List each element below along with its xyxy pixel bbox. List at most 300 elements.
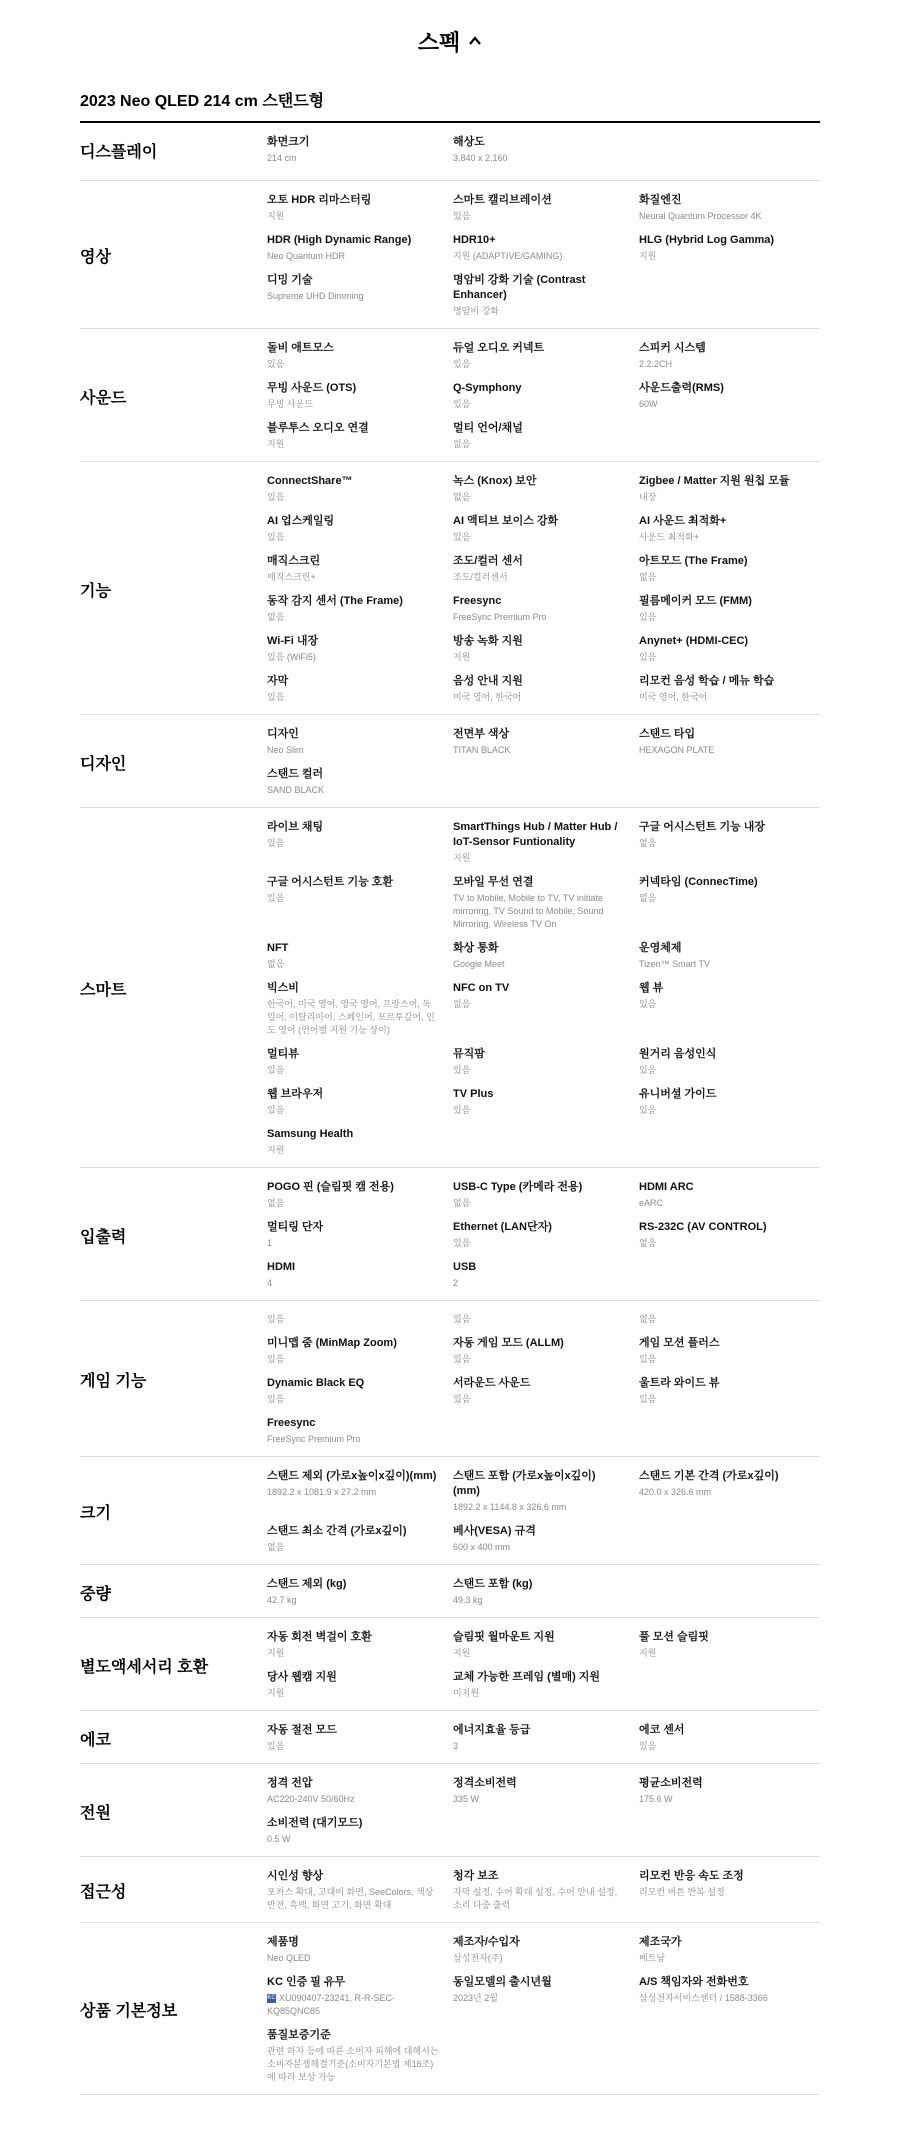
spec-label: RS-232C (AV CONTROL)	[639, 1221, 767, 1233]
spec-item	[453, 1935, 639, 1965]
spec-item	[267, 135, 453, 165]
spec-item	[453, 1670, 639, 1700]
spec-label: 디자인	[267, 728, 299, 740]
spec-value: 있음	[453, 1065, 471, 1075]
spec-item	[639, 1723, 825, 1753]
spec-item	[267, 474, 453, 504]
spec-label: 운영체제	[639, 942, 682, 954]
spec-label: 블루투스 오디오 연결	[267, 422, 369, 434]
spec-item	[639, 594, 825, 624]
spec-value: 지원	[267, 1688, 285, 1698]
spec-value: 없음	[639, 1238, 657, 1248]
spec-grid	[267, 820, 825, 1157]
spec-label: Q-Symphony	[453, 382, 522, 394]
spec-item	[453, 1336, 639, 1366]
spec-value: 지원	[453, 853, 471, 863]
spec-item	[267, 1975, 453, 2018]
spec-item	[267, 1469, 453, 1514]
spec-value: 없음	[453, 492, 471, 502]
spec-value: 있음	[453, 1238, 471, 1248]
spec-value: 있음	[453, 211, 471, 221]
spec-value: 없음	[267, 612, 285, 622]
spec-label: USB-C Type (카메라 전용)	[453, 1181, 583, 1193]
spec-grid	[267, 1723, 825, 1753]
spec-label: 무빙 사운드 (OTS)	[267, 382, 357, 394]
spec-label: 품질보증기준	[267, 2029, 331, 2041]
spec-value: 지원	[267, 439, 285, 449]
spec-value: 있음	[267, 893, 285, 903]
spec-label: Freesync	[453, 595, 502, 607]
section-title: 입출력	[80, 1228, 127, 1246]
spec-value: 있음	[453, 359, 471, 369]
spec-grid	[267, 193, 825, 318]
section-title: 접근성	[80, 1884, 127, 1901]
spec-item	[453, 1376, 639, 1406]
spec-value: Neo QLED	[267, 1953, 311, 1963]
spec-item	[267, 381, 453, 411]
spec-item	[453, 820, 639, 865]
spec-value: 1892.2 x 1081.9 x 27.2 mm	[267, 1487, 377, 1497]
spec-item	[267, 594, 453, 624]
spec-label: 스탠드 제외 (가로x높이x깊이)(mm)	[267, 1470, 437, 1482]
spec-label: 아트모드 (The Frame)	[639, 555, 748, 567]
spec-item	[453, 381, 639, 411]
spec-label: 정격 전압	[267, 1777, 313, 1789]
spec-label: ConnectShare™	[267, 475, 353, 487]
spec-item	[639, 634, 825, 664]
spec-value: 있음	[267, 1354, 285, 1364]
spec-value: 있음 (WiFi5)	[267, 652, 316, 662]
section-title: 스마트	[80, 982, 127, 999]
spec-label: 매직스크린	[267, 555, 321, 567]
spec-title: 스펙	[417, 29, 461, 55]
spec-value: 있음	[267, 1065, 285, 1075]
spec-item	[267, 1180, 453, 1210]
spec-label: 음성 안내 지원	[453, 675, 523, 687]
spec-label: POGO 핀 (슬림핏 캠 전용)	[267, 1181, 394, 1193]
spec-value: Tizen™ Smart TV	[639, 959, 711, 969]
spec-item	[267, 1087, 453, 1117]
spec-label: 동작 감지 센서 (The Frame)	[267, 595, 403, 607]
spec-item	[639, 1935, 825, 1965]
spec-item	[639, 381, 825, 411]
spec-label: 스피커 시스템	[639, 342, 706, 354]
spec-label: TV Plus	[453, 1088, 494, 1100]
spec-section-smart	[80, 808, 820, 1168]
spec-label: USB	[453, 1261, 477, 1273]
spec-section-power	[80, 1764, 820, 1857]
spec-item	[639, 1047, 825, 1077]
spec-section-eco	[80, 1711, 820, 1764]
spec-value: 없음	[453, 1198, 471, 1208]
spec-section-basic	[80, 1923, 820, 2095]
spec-label: A/S 책임자와 전화번호	[639, 1976, 749, 1988]
spec-label: 모바일 무선 연결	[453, 876, 534, 888]
spec-label: 스탠드 포함 (kg)	[453, 1578, 533, 1590]
kc-certification-icon: KC	[267, 1995, 276, 2002]
spec-item	[267, 421, 453, 451]
spec-item	[453, 1869, 639, 1912]
spec-item	[267, 875, 453, 931]
spec-label: 스탠드 제외 (kg)	[267, 1578, 347, 1590]
spec-value: 없음	[639, 1314, 657, 1324]
spec-item	[453, 554, 639, 584]
spec-value: KC XU090407-23241, R-R-SEC-KQ85QNC85	[267, 1993, 396, 2016]
spec-label: 서라운드 사운드	[453, 1377, 531, 1389]
spec-item	[267, 273, 453, 318]
spec-item	[267, 1935, 453, 1965]
spec-value: 조도/컬러센서	[453, 572, 508, 582]
spec-item	[639, 233, 825, 263]
spec-item	[267, 727, 453, 757]
spec-label: HDR (High Dynamic Range)	[267, 234, 412, 246]
spec-section-display	[80, 123, 820, 181]
spec-item-clipped	[639, 1313, 825, 1326]
spec-item	[267, 2028, 453, 2084]
spec-value: 없음	[267, 1198, 285, 1208]
spec-value: 지원	[267, 211, 285, 221]
spec-label: 명암비 강화 기술 (Contrast Enhancer)	[453, 274, 586, 301]
spec-item	[267, 1577, 453, 1607]
spec-label: 게임 모션 플러스	[639, 1337, 720, 1349]
spec-item	[639, 1869, 825, 1912]
spec-item	[639, 820, 825, 865]
spec-value: 없음	[639, 572, 657, 582]
spec-value: 있음	[453, 532, 471, 542]
spec-label: 스탠드 타입	[639, 728, 696, 740]
spec-label: 제조국가	[639, 1936, 682, 1948]
spec-label: Freesync	[267, 1417, 316, 1429]
spec-value: 지원	[639, 1648, 657, 1658]
spec-label: AI 업스케일링	[267, 515, 335, 527]
spec-value: 지원	[453, 652, 471, 662]
spec-value: 없음	[267, 1542, 285, 1552]
spec-item	[453, 727, 639, 757]
spec-value: 없음	[639, 893, 657, 903]
spec-label: NFT	[267, 942, 289, 954]
spec-item	[267, 1816, 453, 1846]
spec-label: 에코 센서	[639, 1724, 685, 1736]
spec-label: 제품명	[267, 1936, 299, 1948]
spec-grid	[267, 1776, 825, 1846]
spec-item	[639, 514, 825, 544]
spec-label: 방송 녹화 지원	[453, 635, 523, 647]
spec-value: TV to Mobile, Mobile to TV, TV initiate mirroring, TV Sound to Mobile, Sound Mirroring, Wireless TV On	[453, 893, 604, 929]
spec-value: 있음	[453, 1314, 471, 1324]
spec-item	[453, 421, 639, 451]
spec-item	[639, 474, 825, 504]
spec-label: 스탠드 최소 간격 (가로x깊이)	[267, 1525, 407, 1537]
spec-item	[453, 1776, 639, 1806]
spec-label: 울트라 와이드 뷰	[639, 1377, 720, 1389]
spec-label: 스탠드 컬러	[267, 768, 324, 780]
spec-item	[453, 193, 639, 223]
spec-value: 있음	[639, 1105, 657, 1115]
spec-value: 있음	[267, 532, 285, 542]
spec-value: 없음	[453, 439, 471, 449]
spec-value: TITAN BLACK	[453, 745, 511, 755]
spec-value: 175.6 W	[639, 1794, 673, 1804]
spec-value: 있음	[453, 1394, 471, 1404]
spec-item	[639, 1180, 825, 1210]
spec-item	[267, 1376, 453, 1406]
spec-item	[639, 727, 825, 757]
spec-section-weight	[80, 1565, 820, 1618]
spec-item	[639, 1087, 825, 1117]
spec-item	[453, 634, 639, 664]
spec-label: 평균소비전력	[639, 1777, 703, 1789]
spec-item	[267, 1630, 453, 1660]
spec-value: 명암비 강화	[453, 306, 499, 316]
spec-item	[453, 1975, 639, 2018]
spec-label: Samsung Health	[267, 1128, 354, 1140]
spec-value: 사운드 최적화+	[639, 532, 699, 542]
spec-section-video	[80, 181, 820, 329]
spec-item	[453, 941, 639, 971]
spec-value: Neural Quantum Processor 4K	[639, 211, 762, 221]
spec-value: 있음	[267, 1394, 285, 1404]
spec-value: 지원	[267, 1145, 285, 1155]
spec-value: 420.0 x 326.6 mm	[639, 1487, 712, 1497]
spec-item	[639, 193, 825, 223]
spec-label: 녹스 (Knox) 보안	[453, 475, 537, 487]
spec-label: 리모컨 반응 속도 조정	[639, 1870, 744, 1882]
spec-label: 전면부 색상	[453, 728, 510, 740]
spec-item	[267, 1524, 453, 1554]
spec-item	[267, 554, 453, 584]
spec-value: 있음	[453, 399, 471, 409]
spec-value: FreeSync Premium Pro	[267, 1434, 361, 1444]
spec-value: 관련 하자 등에 따른 소비자 피해에 대해서는 소비자분쟁해결기준(소비자기본법 제16조)에 따라 보상 가능	[267, 2046, 439, 2082]
spec-section-design	[80, 715, 820, 808]
section-title: 디스플레이	[80, 144, 158, 161]
spec-value: 있음	[639, 1741, 657, 1751]
spec-value: 1	[267, 1238, 273, 1248]
spec-item	[639, 981, 825, 1037]
spec-label: HDMI ARC	[639, 1181, 694, 1193]
spec-label: KC 인증 필 유무	[267, 1976, 346, 1988]
spec-label: 미니맵 줌 (MinMap Zoom)	[267, 1337, 397, 1349]
spec-label: AI 액티브 보이스 강화	[453, 515, 559, 527]
spec-item	[639, 674, 825, 704]
spec-value: 무빙 사운드	[267, 399, 313, 409]
spec-value: 1892.2 x 1144.8 x 326.6 mm	[453, 1502, 567, 1512]
spec-grid	[267, 341, 825, 451]
chevron-up-icon	[468, 34, 482, 48]
spec-label: SmartThings Hub / Matter Hub / IoT-Sensor Funtionality	[453, 821, 618, 848]
spec-value: 지원	[267, 1648, 285, 1658]
spec-value: 베트남	[639, 1953, 666, 1963]
spec-label: HLG (Hybrid Log Gamma)	[639, 234, 775, 246]
spec-label: 리모컨 음성 학습 / 메뉴 학습	[639, 675, 775, 687]
spec-label: Wi-Fi 내장	[267, 635, 319, 647]
spec-section-function	[80, 462, 820, 715]
spec-label: 시인성 향상	[267, 1870, 324, 1882]
spec-label: 슬림핏 월마운트 지원	[453, 1631, 555, 1643]
spec-value: 335 W	[453, 1794, 480, 1804]
spec-value: 매직스크린+	[267, 572, 316, 582]
spec-item	[453, 341, 639, 371]
spec-value: 삼성전자서비스센터 / 1588-3366	[639, 1993, 768, 2003]
spec-label: 자막	[267, 675, 289, 687]
spec-label: 멀티 언어/채널	[453, 422, 523, 434]
spec-value: 있음	[639, 1394, 657, 1404]
spec-label: 구글 어시스턴트 기능 내장	[639, 821, 766, 833]
spec-item	[453, 1260, 639, 1290]
spec-label: Dynamic Black EQ	[267, 1377, 365, 1389]
spec-item	[453, 514, 639, 544]
spec-value: 42.7 kg	[267, 1595, 297, 1605]
spec-value: Neo Slim	[267, 745, 304, 755]
spec-value: 있음	[267, 692, 285, 702]
spec-section-size	[80, 1457, 820, 1565]
spec-label: 에너지효율 등급	[453, 1724, 531, 1736]
spec-item	[453, 273, 639, 318]
spec-value: AC220-240V 50/60Hz	[267, 1794, 355, 1804]
spec-item	[453, 135, 639, 165]
spec-value: SAND BLACK	[267, 785, 325, 795]
spec-item	[267, 1047, 453, 1077]
spec-value: HEXAGON PLATE	[639, 745, 715, 755]
spec-item	[453, 1087, 639, 1117]
spec-value: 지원	[453, 1648, 471, 1658]
spec-label: 멀티링 단자	[267, 1221, 324, 1233]
spec-item	[639, 1469, 825, 1514]
spec-grid	[267, 1935, 825, 2084]
spec-label: 커넥타임 (ConnecTime)	[639, 876, 758, 888]
section-title: 디자인	[80, 755, 127, 773]
spec-label: 자동 게임 모드 (ALLM)	[453, 1337, 564, 1349]
spec-label: 청각 보조	[453, 1870, 499, 1882]
spec-value: 자막 설정, 수어 확대 설정, 수어 안내 설정, 소리 다중 출력	[453, 1887, 618, 1910]
spec-item	[639, 1776, 825, 1806]
spec-value: 있음	[267, 1741, 285, 1751]
spec-value: 미국 영어, 한국어	[639, 692, 708, 702]
spec-grid	[267, 727, 825, 797]
spec-section-accessory	[80, 1618, 820, 1711]
section-title: 중량	[80, 1585, 111, 1603]
spec-item	[267, 820, 453, 865]
spec-item	[267, 1127, 453, 1157]
spec-value: 있음	[267, 838, 285, 848]
spec-value: 4	[267, 1278, 273, 1288]
spec-item	[639, 341, 825, 371]
spec-value: 600 x 400 mm	[453, 1542, 511, 1552]
spec-item	[639, 554, 825, 584]
spec-item	[639, 1336, 825, 1366]
spec-label: 동일모델의 출시년월	[453, 1976, 552, 1988]
spec-value: Google Meet	[453, 959, 505, 969]
spec-item	[267, 674, 453, 704]
spec-item	[267, 1416, 453, 1446]
spec-item	[267, 981, 453, 1037]
spec-item	[267, 341, 453, 371]
spec-label: 디밍 기술	[267, 274, 313, 286]
spec-item	[639, 875, 825, 931]
spec-item	[453, 1469, 639, 1514]
spec-item	[453, 875, 639, 931]
spec-grid	[267, 474, 825, 704]
spec-item	[639, 1975, 825, 2018]
spec-item	[453, 1180, 639, 1210]
spec-section-game	[80, 1301, 820, 1457]
spec-label: 베사(VESA) 규격	[453, 1525, 536, 1537]
section-title: 기능	[80, 582, 111, 600]
spec-value: 있음	[453, 1354, 471, 1364]
spec-value: 2.2.2CH	[639, 359, 673, 369]
spec-label: NFC on TV	[453, 982, 510, 994]
spec-label: 사운드출력(RMS)	[639, 382, 724, 394]
spec-value: 지원 (ADAPTIVE/GAMING)	[453, 251, 563, 261]
spec-item	[453, 1577, 639, 1607]
spec-toggle-button[interactable]	[0, 0, 900, 76]
spec-value: 49.3 kg	[453, 1595, 483, 1605]
spec-item	[267, 1336, 453, 1366]
spec-grid	[267, 135, 825, 170]
spec-value: 있음	[639, 999, 657, 1009]
spec-label: 빅스비	[267, 982, 299, 994]
spec-item	[453, 594, 639, 624]
spec-label: 원거리 음성인식	[639, 1048, 717, 1060]
spec-value: 미국 영어, 한국어	[453, 692, 522, 702]
section-title: 영상	[80, 249, 111, 266]
spec-value: FreeSync Premium Pro	[453, 612, 547, 622]
spec-label: 웹 뷰	[639, 982, 664, 994]
spec-label: 오토 HDR 리마스터링	[267, 194, 372, 206]
section-title: 크기	[80, 1505, 111, 1522]
spec-item	[267, 514, 453, 544]
section-title: 게임 기능	[80, 1373, 147, 1390]
spec-label: 조도/컬러 센서	[453, 555, 523, 567]
spec-item	[639, 1376, 825, 1406]
spec-item-clipped	[453, 1313, 639, 1326]
spec-label: 화면크기	[267, 136, 310, 148]
spec-label: 자동 회전 벽걸이 호환	[267, 1631, 372, 1643]
spec-item	[267, 193, 453, 223]
spec-label: 화상 통화	[453, 942, 499, 954]
spec-label: 교체 가능한 프레임 (별매) 지원	[453, 1671, 601, 1683]
spec-value: 60W	[639, 399, 658, 409]
spec-value: 있음	[267, 492, 285, 502]
spec-item	[639, 941, 825, 971]
spec-item	[453, 674, 639, 704]
spec-section-accessibility	[80, 1857, 820, 1923]
spec-item-clipped	[267, 1313, 453, 1326]
spec-grid	[267, 1469, 825, 1554]
spec-value: 있음	[267, 359, 285, 369]
spec-item	[267, 1260, 453, 1290]
spec-item	[453, 474, 639, 504]
section-title: 사운드	[80, 389, 127, 407]
spec-item	[267, 1723, 453, 1753]
spec-label: 라이브 채팅	[267, 821, 324, 833]
spec-label: 제조자/수입자	[453, 1936, 520, 1948]
section-title: 별도액세서리 호환	[80, 1658, 209, 1676]
model-title: 2023 Neo QLED 214 cm 스탠드형	[80, 88, 820, 123]
spec-item	[453, 1524, 639, 1554]
spec-value: 삼성전자(주)	[453, 1953, 503, 1963]
spec-table	[80, 123, 820, 2095]
spec-value: 미지원	[453, 1688, 480, 1698]
spec-value: 있음	[453, 1105, 471, 1115]
spec-label: 소비전력 (대기모드)	[267, 1817, 363, 1829]
spec-item	[639, 1220, 825, 1250]
spec-label: 스탠드 기본 간격 (가로x깊이)	[639, 1470, 779, 1482]
spec-value: 3	[453, 1741, 459, 1751]
spec-value: 지원	[639, 251, 657, 261]
spec-value: Neo Quantum HDR	[267, 251, 346, 261]
spec-value: 0.5 W	[267, 1834, 291, 1844]
